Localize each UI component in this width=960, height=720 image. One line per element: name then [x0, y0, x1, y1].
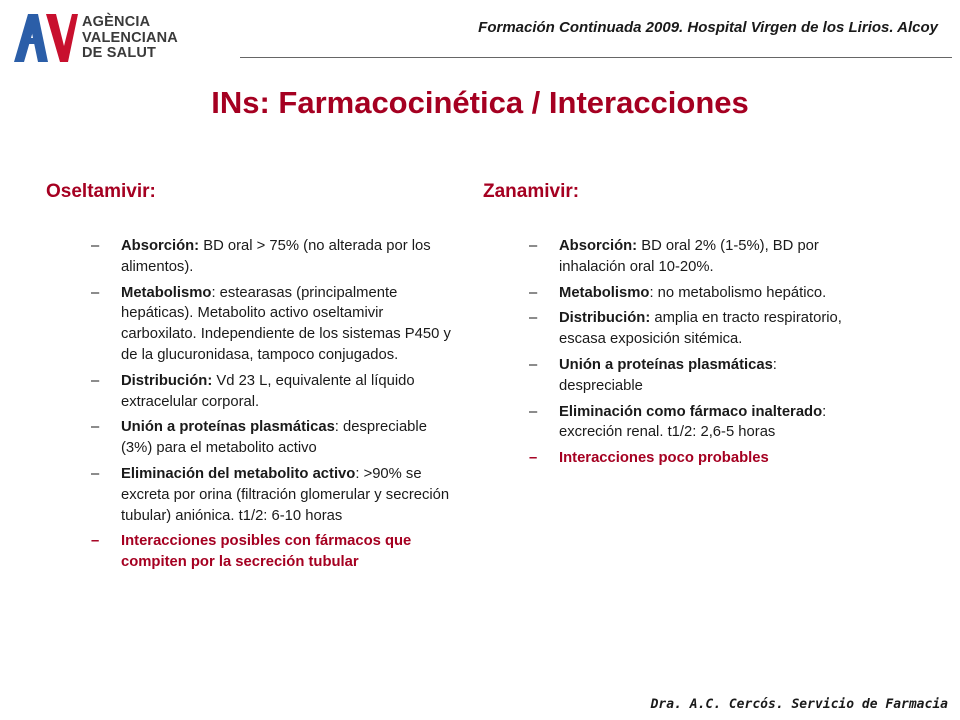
list-item-term: Interacciones posibles con fármacos que compiten por la secreción tubular: [121, 533, 412, 571]
list-item-term: Absorción:: [121, 238, 200, 254]
list-dash: –: [529, 310, 538, 327]
list-item: [91, 464, 461, 526]
logo-line-1: AGÈNCIA: [82, 14, 151, 30]
list-item: [91, 371, 461, 413]
list-item: [91, 236, 461, 278]
list-dash: –: [91, 372, 100, 389]
list-item-text: BD oral 2% (1-5%), BD por inhalación oral 10-20%.: [559, 238, 819, 275]
logo-line-3: DE SALUT: [82, 45, 157, 61]
list-item-term: Absorción:: [559, 238, 638, 254]
list-item: [529, 402, 849, 444]
list-item: [529, 355, 849, 397]
page-title: INs: Farmacocinética / Interacciones: [211, 85, 749, 120]
list-item-text: : excreción renal. t1/2: 2,6-5 horas: [559, 403, 827, 441]
list-dash: –: [529, 403, 538, 420]
list-item: [91, 531, 461, 573]
list-item-term: Metabolismo: [559, 284, 650, 301]
av-logo-mark-icon: [12, 10, 78, 66]
list-item-term: Interacciones poco probables: [559, 450, 769, 467]
list-item-text: Vd 23 L, equivalente al líquido extracelular corporal.: [121, 372, 415, 410]
list-item-text: : >90% se excreta por orina (filtración glomerular y secreción tubular) aniónica. t1/2: 6-10 horas: [121, 465, 450, 524]
list-item: [529, 283, 849, 304]
list-dash: –: [529, 450, 538, 467]
list-item-text: : despreciable (3%) para el metabolito activo: [121, 419, 427, 457]
list-dash: –: [91, 284, 100, 301]
footer-author: Dra. A.C. Cercós. Servicio de Farmacia: [650, 697, 948, 712]
list-item: [91, 417, 461, 459]
list-item: [91, 283, 461, 366]
agencia-valenciana-logo: [12, 10, 212, 66]
list-dash: –: [91, 533, 100, 550]
zanamivir-list: [529, 236, 849, 474]
header-course-info: Formación Continuada 2009. Hospital Virgen de los Lirios. Alcoy: [478, 19, 938, 36]
list-item-term: Metabolismo: [121, 284, 212, 301]
list-item-text: amplia en tracto respiratorio, escasa exposición sitémica.: [559, 310, 842, 348]
list-item-term: Unión a proteínas plasmáticas: [559, 356, 773, 373]
list-dash: –: [91, 238, 100, 254]
logo-line-2: VALENCIANA: [82, 29, 178, 46]
list-dash: –: [529, 238, 538, 254]
list-item-term: Distribución:: [121, 372, 213, 389]
oseltamivir-list: [91, 236, 461, 578]
logo-wordmark: [82, 15, 178, 62]
list-item-term: Eliminación como fármaco inalterado: [559, 403, 823, 420]
list-item: [529, 448, 849, 469]
zanamivir-heading: Zanamivir:: [483, 181, 580, 202]
list-item-text: BD oral > 75% (no alterada por los alimentos).: [121, 238, 431, 275]
list-item: [529, 308, 849, 350]
list-item: [529, 236, 849, 278]
header-divider: [240, 57, 952, 58]
list-item-term: Unión a proteínas plasmáticas: [121, 419, 335, 436]
list-item-text: : no metabolismo hepático.: [649, 284, 827, 301]
list-dash: –: [91, 419, 100, 436]
list-item-text: : despreciable: [559, 356, 777, 394]
list-dash: –: [529, 356, 538, 373]
list-item-term: Distribución:: [559, 310, 651, 327]
list-dash: –: [529, 284, 538, 301]
list-dash: –: [91, 465, 100, 482]
oseltamivir-heading: Oseltamivir:: [46, 181, 156, 202]
list-item-term: Eliminación del metabolito activo: [121, 465, 356, 482]
list-item-text: : estearasas (principalmente hepáticas). Metabolito activo oseltamivir carboxilato. Independiente de los sistemas P450 y de la glucuronidasa, tampoco conjugados.: [121, 284, 451, 363]
